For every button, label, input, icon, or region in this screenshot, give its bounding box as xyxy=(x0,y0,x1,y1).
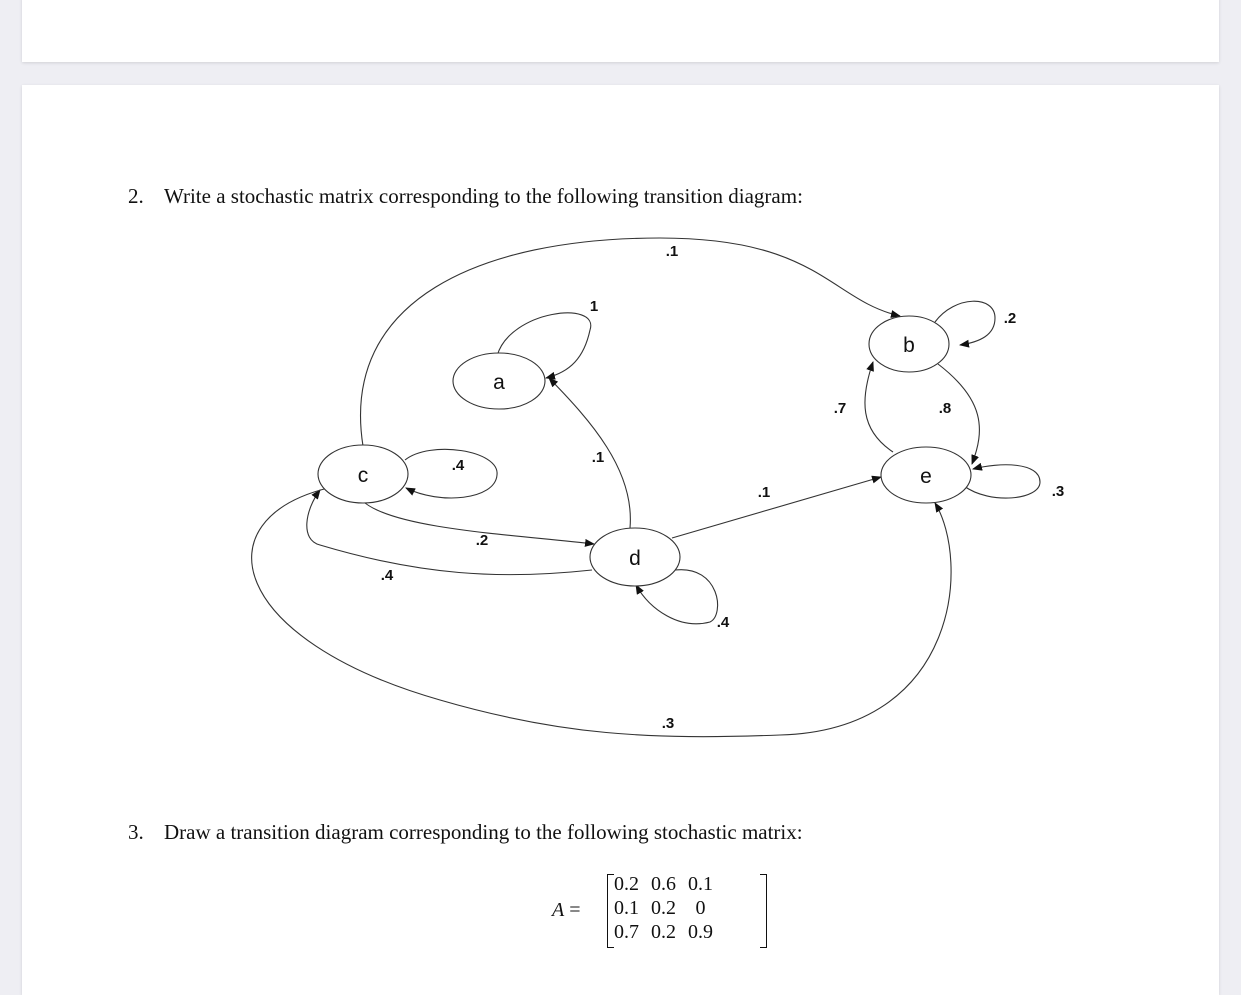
equals-sign: = xyxy=(569,899,581,921)
node-label-a: a xyxy=(493,371,505,394)
edge-label: 1 xyxy=(589,298,599,315)
edge-label: .8 xyxy=(938,400,952,417)
edge-d-c xyxy=(307,490,592,575)
right-bracket xyxy=(760,874,767,948)
node-label-c: c xyxy=(357,464,369,487)
edge-c-e xyxy=(252,488,951,737)
matrix-cell: 0 xyxy=(695,897,706,919)
matrix-cell: 0.1 xyxy=(614,897,639,919)
edge-label: .1 xyxy=(665,243,679,260)
edge-label: .4 xyxy=(451,457,465,474)
edge-label: .3 xyxy=(1051,483,1065,500)
matrix-cell: 0.7 xyxy=(614,921,639,943)
question-number: 2. xyxy=(128,184,144,208)
matrix-table xyxy=(608,872,719,944)
question-3 xyxy=(128,820,803,845)
edge-d-e xyxy=(672,477,881,538)
edge-label: .4 xyxy=(716,614,730,631)
question-text: Draw a transition diagram corresponding to the following stochastic matrix: xyxy=(164,820,803,844)
question-text: Write a stochastic matrix corresponding to the following transition diagram: xyxy=(164,184,803,208)
matrix-row xyxy=(608,872,719,896)
edge-label: .2 xyxy=(475,532,489,549)
edge-label: .3 xyxy=(661,715,675,732)
edge-label: .2 xyxy=(1003,310,1017,327)
matrix-cell: 0.2 xyxy=(651,921,676,943)
node-label-d: d xyxy=(629,547,641,570)
node-label-b: b xyxy=(903,334,915,357)
matrix-cell: 0.1 xyxy=(688,873,713,895)
matrix-name: A xyxy=(552,899,565,921)
matrix-cell: 0.9 xyxy=(688,921,713,943)
node-label-e: e xyxy=(920,465,932,488)
matrix-cell: 0.2 xyxy=(651,897,676,919)
matrix-lhs xyxy=(552,899,581,922)
edge-e-e xyxy=(964,465,1040,498)
edge-label: .7 xyxy=(833,400,847,417)
edge-c-b xyxy=(361,238,900,446)
matrix-row xyxy=(608,896,719,920)
edge-d-a xyxy=(549,378,630,528)
matrix-row xyxy=(608,920,719,944)
edge-label: .1 xyxy=(591,449,605,466)
edge-label: .4 xyxy=(380,567,394,584)
matrix-cell: 0.2 xyxy=(614,873,639,895)
question-number: 3. xyxy=(128,820,144,844)
matrix-cell: 0.6 xyxy=(651,873,676,895)
edge-label: .1 xyxy=(757,484,771,501)
edge-e-b xyxy=(865,362,893,452)
